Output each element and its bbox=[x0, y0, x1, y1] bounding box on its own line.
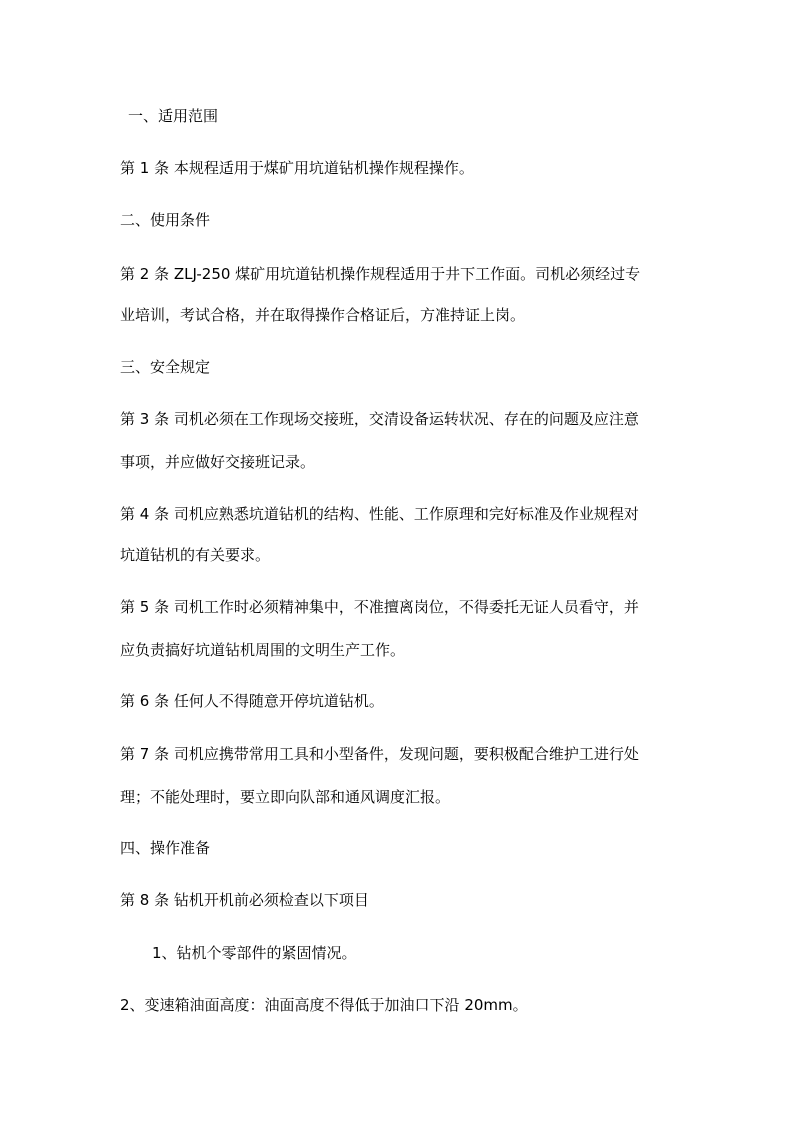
article-3-line-2: 事项，并应做好交接班记录。 bbox=[120, 453, 316, 471]
article-1: 第 1 条 本规程适用于煤矿用坑道钻机操作规程操作。 bbox=[120, 159, 474, 177]
article-5-line-2: 应负责搞好坑道钻机周围的文明生产工作。 bbox=[120, 641, 406, 659]
article-6: 第 6 条 任何人不得随意开停坑道钻机。 bbox=[120, 692, 384, 710]
list-item-2: 2、变速箱油面高度：油面高度不得低于加油口下沿 20mm。 bbox=[120, 996, 528, 1014]
article-2-line-1: 第 2 条 ZLJ-250 煤矿用坑道钻机操作规程适用于井下工作面。司机必须经过专 bbox=[120, 265, 641, 283]
article-8: 第 8 条 钻机开机前必须检查以下项目 bbox=[120, 891, 369, 909]
section-heading-safety: 三、安全规定 bbox=[120, 358, 211, 376]
article-7-line-2: 理；不能处理时，要立即向队部和通风调度汇报。 bbox=[120, 788, 451, 806]
article-2-line-2: 业培训，考试合格，并在取得操作合格证后，方准持证上岗。 bbox=[120, 306, 526, 324]
article-4-line-1: 第 4 条 司机应熟悉坑道钻机的结构、性能、工作原理和完好标准及作业规程对 bbox=[120, 505, 639, 523]
article-5-line-1: 第 5 条 司机工作时必须精神集中，不准擅离岗位，不得委托无证人员看守，并 bbox=[120, 598, 639, 616]
section-heading-conditions: 二、使用条件 bbox=[120, 211, 211, 229]
section-heading-scope: 一、适用范围 bbox=[128, 107, 219, 125]
article-3-line-1: 第 3 条 司机必须在工作现场交接班，交清设备运转状况、存在的问题及应注意 bbox=[120, 410, 639, 428]
article-7-line-1: 第 7 条 司机应携带常用工具和小型备件，发现问题，要积极配合维护工进行处 bbox=[120, 745, 639, 763]
section-heading-preparation: 四、操作准备 bbox=[120, 839, 211, 857]
article-4-line-2: 坑道钻机的有关要求。 bbox=[120, 546, 271, 564]
list-item-1: 1、钻机个零部件的紧固情况。 bbox=[152, 944, 357, 962]
